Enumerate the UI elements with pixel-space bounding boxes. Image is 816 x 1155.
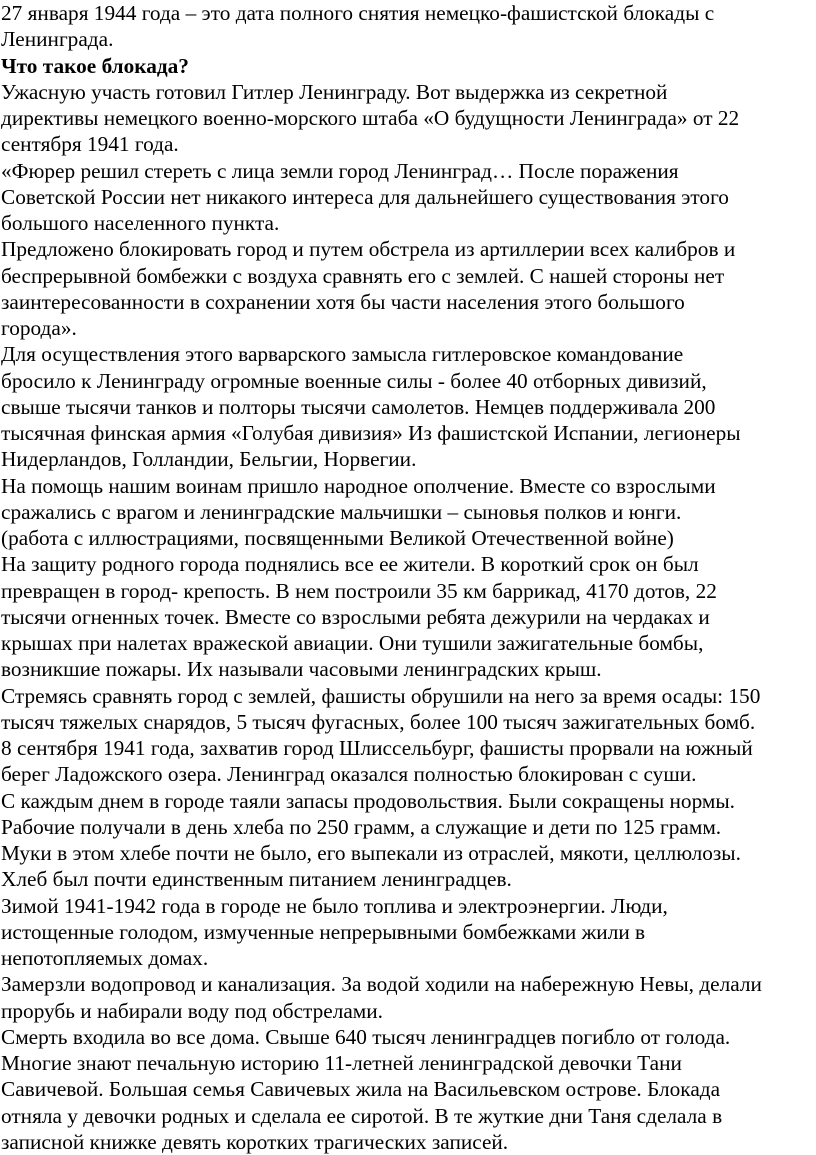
- paragraph-hitler-directive: Ужасную участь готовил Гитлер Ленинграду. Вот выдержка из секретной директивы немецкого военно-морского штаба «О будущности Ленинграда» от 22 сентября 1941 года.: [1, 79, 740, 157]
- paragraph-directive-quote-end: Предложено блокировать город и путем обстрела из артиллерии всех калибров и беспрерывной бомбежки с воздуха сравнять его с землей. С нашей стороны нет заинтересованности в сохранении хотя бы части населения этого большого города».: [1, 237, 736, 340]
- paragraph-city-defense: На защиту родного города поднялись все ее жители. В короткий срок он был превращен в город- крепость. В нем построили 35 км баррикад, 4170 дотов, 22 тысячи огненных точек. Вместе со взрослыми ребята дежурили на чердаках и крышах при налетах вражеской авиации. Они тушили зажигательные бомбы, возникшие пожары. Их называли часовыми ленинградских крыш.: [1, 552, 717, 682]
- section-heading-what-is-blockade: Что такое блокада?: [1, 53, 189, 78]
- paragraph-winter: Зимой 1941-1942 года в городе не было топлива и электроэнергии. Люди, истощенные голодом, измученные непрерывными бомбежками жили в непотопляемых домах.: [1, 893, 668, 970]
- paragraph-tanya-savicheva: Смерть входила во все дома. Свыше 640 тысяч ленинградцев погибло от голода. Многие знают печальную историю 11-летней ленинградской девочки Тани Савичевой. Большая семья Савичевых жила на Васильевском острове. Блокада отняла у девочки родных и сделала ее сиротой. В те жуткие дни Таня сделала в записной книжке девять коротких трагических записей.: [1, 1024, 731, 1154]
- paragraph-illustrations-note: (работа с иллюстрациями, посвященными Великой Отечественной войне): [1, 526, 674, 550]
- paragraph-directive-quote-start: «Фюрер решил стереть с лица земли город Ленинград… После поражения Советской России нет никакого интереса для дальнейшего существования этого большого населенного пункта.: [1, 158, 729, 235]
- paragraph-water-supply: Замерзли водопровод и канализация. За водой ходили на набережную Невы, делали прорубь и набирали воду под обстрелами.: [1, 972, 762, 1023]
- paragraph-food-rations: С каждым днем в городе таяли запасы продовольствия. Были сокращены нормы. Рабочие получали в день хлеба по 250 грамм, а служащие и дети по 125 грамм. Муки в этом хлебе почти не было, его выпекали из отраслей, мякоти, целлюлозы. Хлеб был почти единственным питанием ленинградцев.: [1, 788, 741, 892]
- paragraph-peoples-militia: На помощь нашим воинам пришло народное ополчение. Вместе со взрослыми сражались с врагом и ленинградские мальчишки – сыновья полков и юнги.: [1, 473, 716, 524]
- paragraph-shlisselburg: 8 сентября 1941 года, захватив город Шлиссельбург, фашисты прорвали на южный берег Ладожского озера. Ленинград оказался полностью блокирован с суши.: [1, 736, 753, 787]
- paragraph-bombardment: Стремясь сравнять город с землей, фашисты обрушили на него за время осады: 150 тысяч тяжелых снарядов, 5 тысяч фугасных, более 100 тысяч зажигательных бомб.: [1, 683, 761, 734]
- paragraph-liberation-date: 27 января 1944 года – это дата полного снятия немецко-фашистской блокады с Ленинграда.: [1, 1, 715, 52]
- paragraph-enemy-forces: Для осуществления этого варварского замысла гитлеровское командование бросило к Ленинграду огромные военные силы - более 40 отборных дивизий, свыше тысячи танков и полторы тысячи самолетов. Немцев поддерживала 200 тысячная финская армия «Голубая дивизия» Из фашистской Испании, легионеры Нидерландов, Голландии, Бельгии, Норвегии.: [1, 342, 741, 472]
